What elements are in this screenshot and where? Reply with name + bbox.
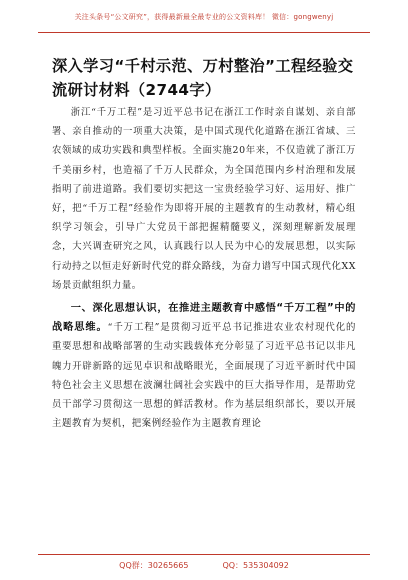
footer <box>0 560 408 571</box>
top-divider <box>38 32 370 33</box>
section-1-text: “千万工程”是贯彻习近平总书记推进农业农村现代化的重要思想和战略部署的生动实践载体充分彰显了习近平总书记以非凡魄力开辟新路的远见卓识和战略眼光，全面展现了习近平新时代中国特色社会主义思想在波澜壮阔社会实践中的巨大指导作用，是帮助党员干部学习贯彻这一思想的鲜活教材。作为基层组织部长，要以开展主题教育为契机，把案例经验作为主题教育理论 <box>52 322 356 430</box>
footer-qq-group: QQ群：30265665 <box>119 561 189 570</box>
bottom-divider <box>38 554 370 555</box>
footer-qq: QQ：535304092 <box>222 561 289 570</box>
top-banner <box>0 0 408 34</box>
document-body <box>52 103 356 433</box>
banner-text: 关注头条号“公文研究”，获得最新最全最专业的公文资料库！ 微信：gongwenyj <box>74 13 334 21</box>
section-1-paragraph <box>52 299 356 433</box>
intro-paragraph: 浙江“千万工程”是习近平总书记在浙江工作时亲自谋划、亲自部署、亲自推动的一项重大决策，是中国式现代化道路在浙江省域、三农领域的成功实践和典型样板。全面实施20年来，不仅造就了浙江万千美丽乡村，也造福了千万人民群众，为全国范围内乡村治理和发展指明了前进道路。我们要切实把这一宝贵经验学习好、运用好、推广好，把“千万工程”经验作为即将开展的主题教育的生动教材，精心组织学习领会，引导广大党员干部把握精髓要义，深刻理解新发展理念，大兴调查研究之风，认真践行以人民为中心的发展思想，以实际行动持之以恒走好新时代党的群众路线，为奋力谱写中国式现代化XX场景贡献组织力量。 <box>52 107 356 291</box>
document-title: 深入学习“千村示范、万村整治”工程经验交流研讨材料（2744字） <box>52 57 354 99</box>
section-1-heading: 一、深化思想认识，在推进主题教育中感悟“千万工程”中的战略思维。 <box>52 303 356 334</box>
